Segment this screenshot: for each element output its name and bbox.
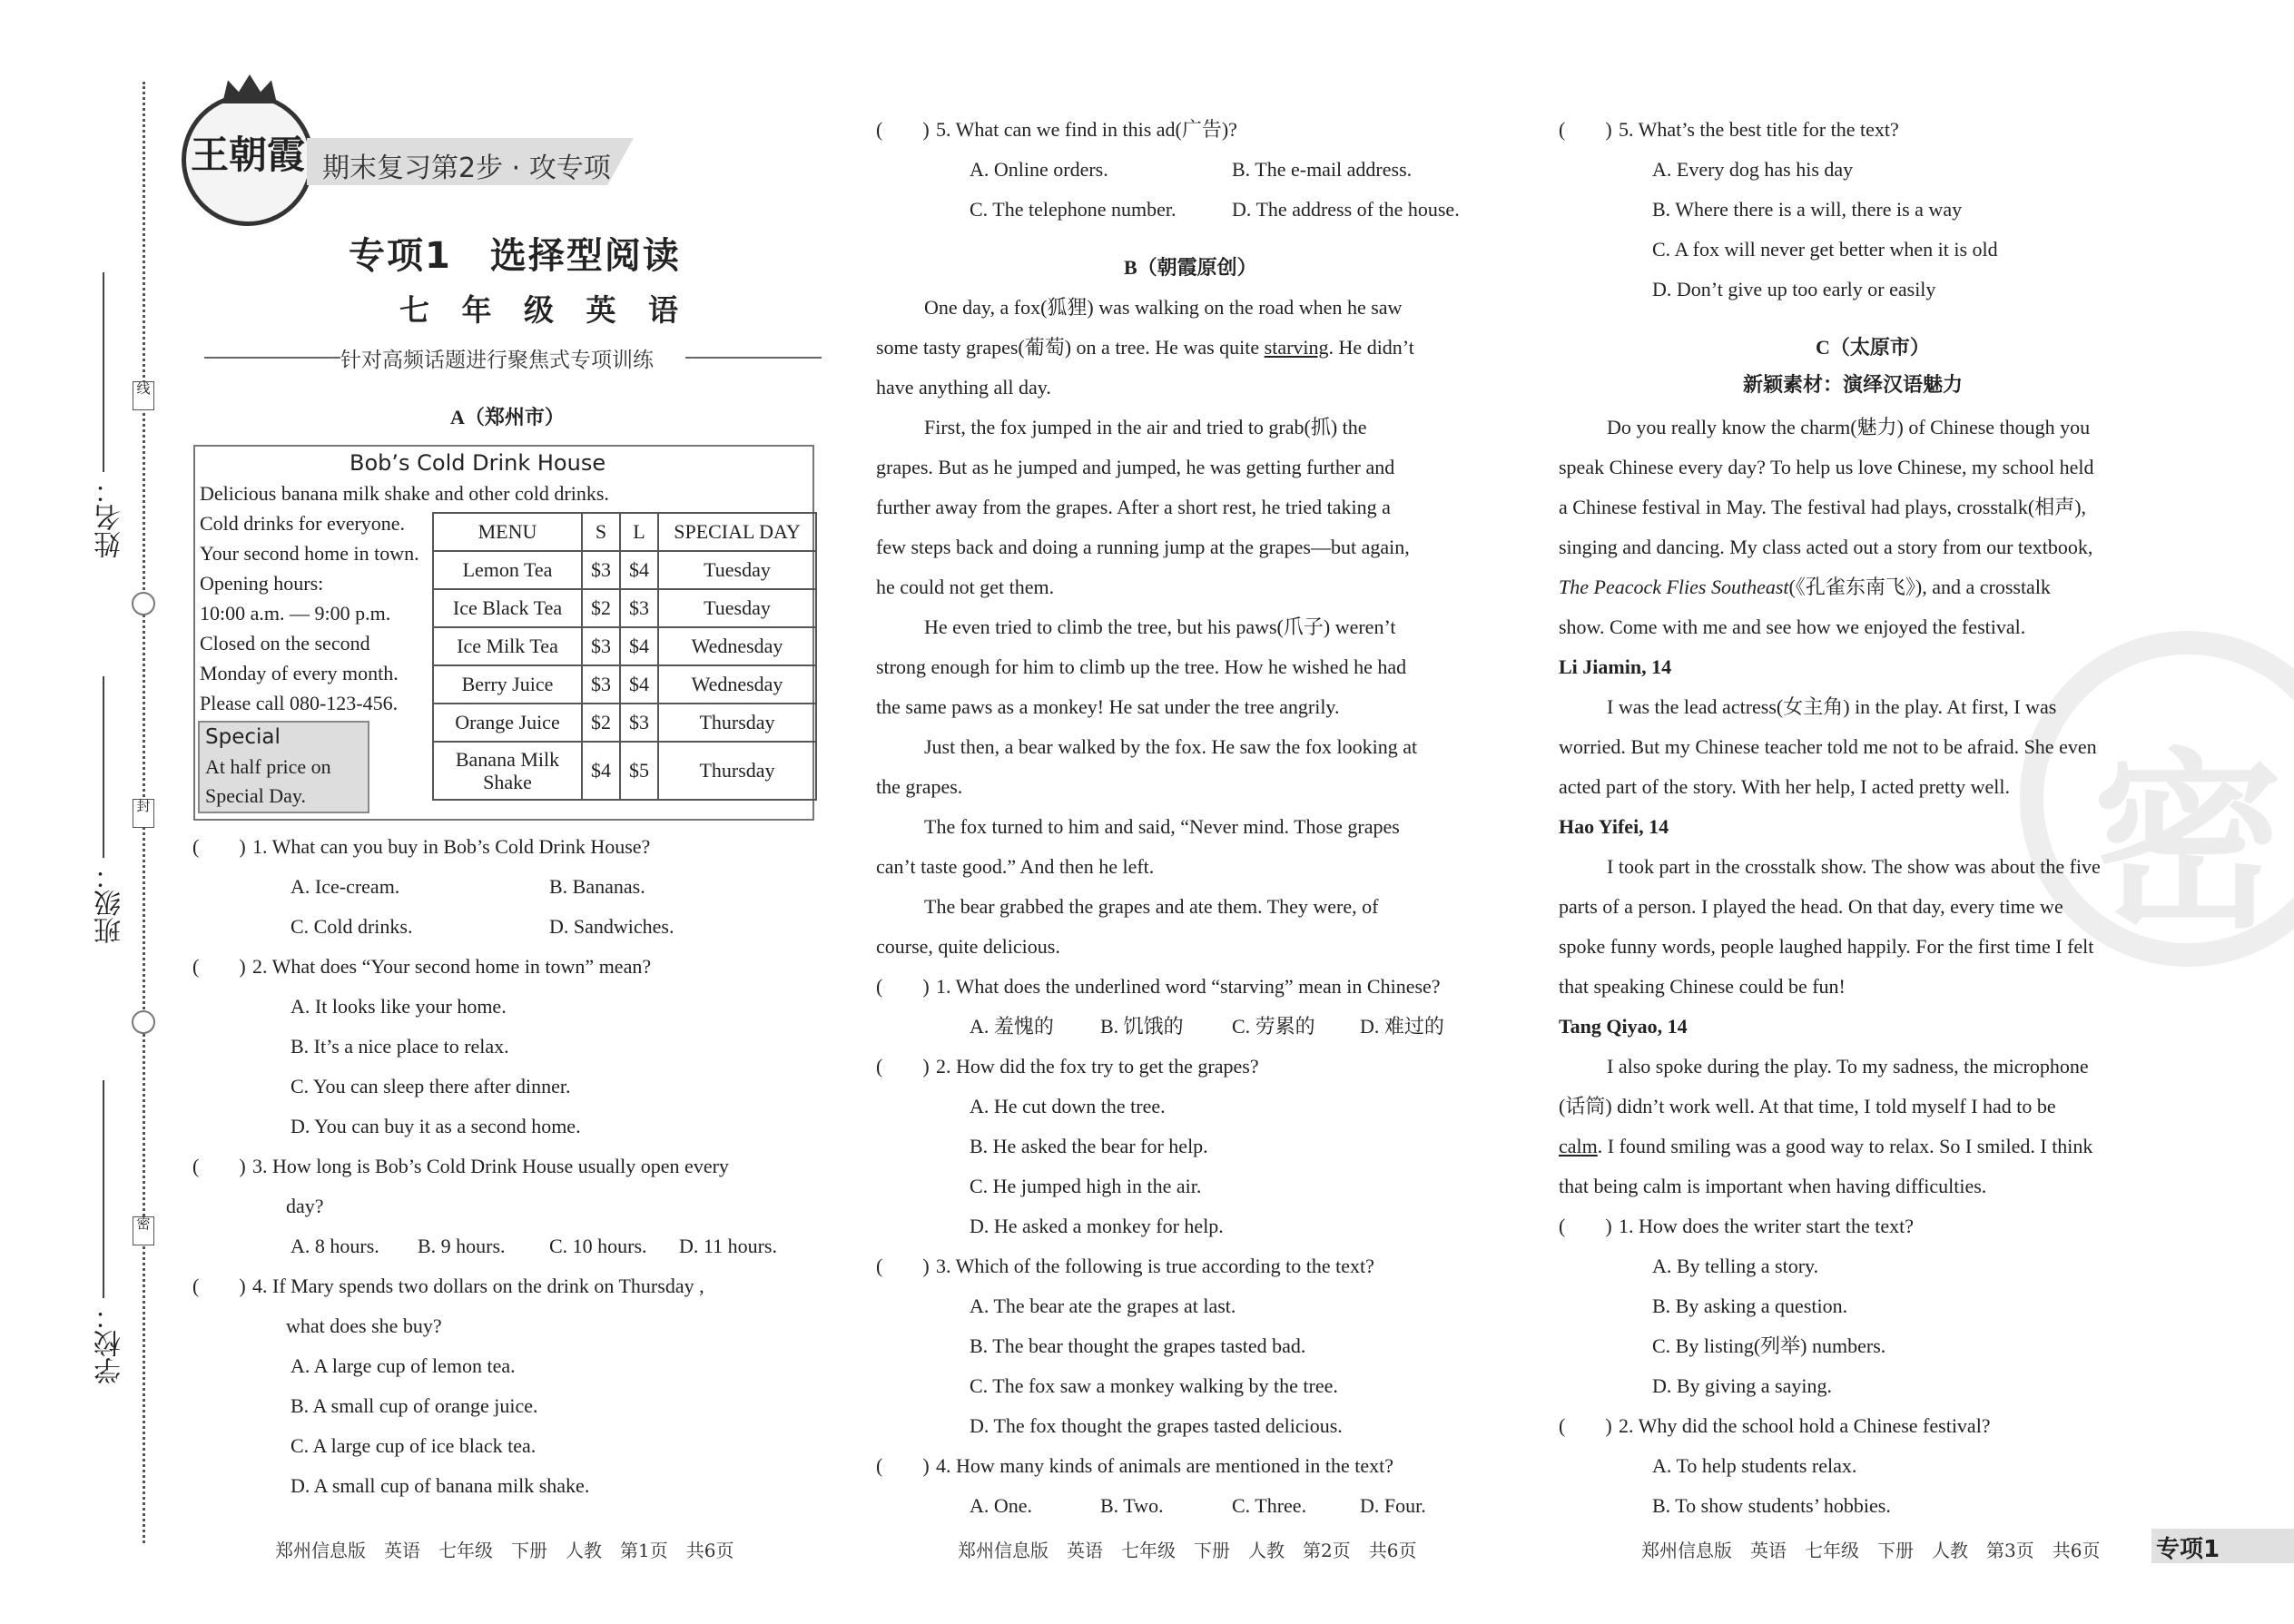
- option: A. One.: [970, 1494, 1033, 1517]
- answer-blank[interactable]: ( ): [192, 1275, 246, 1297]
- menu-cell: $4: [582, 742, 620, 800]
- menu-row: [433, 665, 816, 704]
- passage-line: spoke funny words, people laughed happily. For the first time I felt: [1559, 935, 2094, 958]
- option: A. Online orders.: [970, 158, 1108, 181]
- option: A. He cut down the tree.: [970, 1095, 1166, 1117]
- menu-cell: Berry Juice: [433, 665, 582, 704]
- option: C. Cold drinks.: [290, 915, 413, 938]
- answer-blank[interactable]: ( ): [1559, 1414, 1612, 1437]
- answer-blank[interactable]: ( ): [192, 955, 246, 978]
- brand-logo: [182, 94, 314, 226]
- option: A. By telling a story.: [1652, 1255, 1819, 1277]
- page-footer: 郑州信息版 英语 七年级 下册 人教 第2页 共6页: [958, 1540, 1417, 1561]
- passage-line: Do you really know the charm(魅力) of Chinese though you: [1607, 416, 2091, 438]
- ad-line: Opening hours:: [200, 572, 324, 595]
- answer-blank[interactable]: ( ): [876, 1255, 930, 1277]
- option: B. The e-mail address.: [1232, 158, 1413, 181]
- ad-line: Please call 080-123-456.: [200, 692, 399, 714]
- menu-cell: Ice Milk Tea: [433, 627, 582, 665]
- option: D. A small cup of banana milk shake.: [290, 1474, 590, 1497]
- answer-blank[interactable]: ( ): [876, 1454, 930, 1477]
- option: D. By giving a saying.: [1652, 1374, 1832, 1397]
- class-blank: [103, 676, 104, 858]
- passage-line: show. Come with me and see how we enjoyed the festival.: [1559, 615, 2026, 638]
- section-c-heading: C（太原市）: [1816, 336, 1930, 359]
- menu-cell: $4: [620, 551, 658, 589]
- seal-box-secret: 密: [133, 1216, 154, 1245]
- option: C. By listing(列举) numbers.: [1652, 1334, 1886, 1357]
- option: D. He asked a monkey for help.: [970, 1215, 1224, 1237]
- school-label: 学校：: [94, 1303, 126, 1384]
- menu-header: S: [582, 513, 620, 551]
- option: C. You can sleep there after dinner.: [290, 1075, 571, 1097]
- name-label: 姓名：: [94, 477, 126, 558]
- subject-title: 七 年 级 英 语: [399, 292, 689, 328]
- seal-box-line: 线: [133, 381, 154, 410]
- option: D. Sandwiches.: [549, 915, 674, 938]
- ad-line: 10:00 a.m. — 9:00 p.m.: [200, 602, 391, 625]
- binding-hole: [132, 1010, 155, 1034]
- passage-line: grapes. But as he jumped and jumped, he was getting further and: [876, 456, 1395, 478]
- passage-line: First, the fox jumped in the air and tried to grab(抓) the: [924, 416, 1367, 438]
- option: B. 9 hours.: [418, 1235, 506, 1257]
- answer-blank[interactable]: ( ): [192, 835, 246, 858]
- question: 5. What can we find in this ad(广告)?: [936, 118, 1237, 141]
- question: 1. What does the underlined word “starving” mean in Chinese?: [936, 975, 1441, 998]
- passage-text: . He didn’t: [1328, 336, 1414, 359]
- answer-blank[interactable]: ( ): [192, 1155, 246, 1177]
- book-title: The Peacock Flies Southeast: [1559, 576, 1789, 598]
- passage-line: strong enough for him to climb up the tree. How he wished he had: [876, 655, 1407, 678]
- special-line: At half price on: [205, 755, 331, 778]
- passage-line: can’t taste good.” And then he left.: [876, 855, 1155, 878]
- menu-cell: Thursday: [658, 704, 816, 742]
- menu-row: [433, 551, 816, 589]
- menu-cell: $2: [582, 589, 620, 627]
- class-label: 班级：: [94, 862, 126, 944]
- menu-cell: Banana Milk Shake: [433, 742, 582, 800]
- binding-hole: [132, 592, 155, 615]
- passage-line: few steps back and doing a running jump at the grapes—but again,: [876, 536, 1410, 558]
- option: C. 劳累的: [1232, 1015, 1315, 1038]
- passage-line: further away from the grapes. After a short rest, he tried taking a: [876, 496, 1391, 518]
- question: 1. How does the writer start the text?: [1619, 1215, 1915, 1237]
- passage-line: worried. But my Chinese teacher told me not to be afraid. She even: [1559, 735, 2097, 758]
- option: B. He asked the bear for help.: [970, 1135, 1208, 1157]
- menu-cell: Wednesday: [658, 627, 816, 665]
- menu-cell: Tuesday: [658, 589, 816, 627]
- passage-line: that speaking Chinese could be fun!: [1559, 975, 1846, 998]
- passage-line: The fox turned to him and said, “Never mind. Those grapes: [924, 815, 1400, 838]
- menu-cell: $4: [620, 665, 658, 704]
- menu-cell: $3: [620, 704, 658, 742]
- option: C. The fox saw a monkey walking by the tree.: [970, 1374, 1338, 1397]
- crown-icon: [222, 74, 277, 103]
- option: A. 8 hours.: [290, 1235, 379, 1257]
- name-blank: [103, 272, 104, 472]
- banner-text: 期末复习第2步 · 攻专项: [322, 153, 611, 184]
- passage-line: The bear grabbed the grapes and ate them. They were, of: [924, 895, 1379, 918]
- option: C. 10 hours.: [549, 1235, 647, 1257]
- option: C. A fox will never get better when it is old: [1652, 238, 1998, 261]
- special-title: Special: [205, 725, 281, 749]
- ad-line: Monday of every month.: [200, 662, 399, 684]
- passage-line: Just then, a bear walked by the fox. He saw the fox looking at: [924, 735, 1418, 758]
- option: A. 羞愧的: [970, 1015, 1054, 1038]
- passage-line: the grapes.: [876, 775, 963, 798]
- question-cont: day?: [286, 1195, 324, 1217]
- menu-cell: Wednesday: [658, 665, 816, 704]
- option: D. Don’t give up too early or easily: [1652, 278, 1936, 300]
- option: A. It looks like your home.: [290, 995, 507, 1018]
- question: 2. Why did the school hold a Chinese festival?: [1619, 1414, 1991, 1437]
- option: C. Three.: [1232, 1494, 1307, 1517]
- speaker-name: Li Jiamin, 14: [1559, 655, 1672, 678]
- watermark-glyph: 密: [2092, 732, 2284, 954]
- option: A. Ice-cream.: [290, 875, 400, 898]
- answer-blank[interactable]: ( ): [876, 975, 930, 998]
- material-heading: 新颖素材：演绎汉语魅力: [1743, 374, 1964, 397]
- ad-line: Your second home in town.: [200, 542, 419, 565]
- menu-row: [433, 589, 816, 627]
- option: B. Bananas.: [549, 875, 645, 898]
- question: 3. How long is Bob’s Cold Drink House usually open every: [252, 1155, 729, 1177]
- question: 1. What can you buy in Bob’s Cold Drink House?: [252, 835, 651, 858]
- passage-line: [876, 338, 1414, 358]
- passage-line: I also spoke during the play. To my sadness, the microphone: [1607, 1055, 2089, 1078]
- passage-line: acted part of the story. With her help, I acted pretty well.: [1559, 775, 2010, 798]
- ad-line: Cold drinks for everyone.: [200, 512, 406, 535]
- passage-line: the same paws as a monkey! He sat under the tree angrily.: [876, 695, 1340, 718]
- option: D. The fox thought the grapes tasted delicious.: [970, 1414, 1343, 1437]
- option: B. The bear thought the grapes tasted bad.: [970, 1334, 1306, 1357]
- option: A. A large cup of lemon tea.: [290, 1354, 516, 1377]
- page-title: 专项1 选择型阅读: [349, 235, 681, 277]
- option: B. 饥饿的: [1100, 1015, 1184, 1038]
- question: 4. How many kinds of animals are mentioned in the text?: [936, 1454, 1394, 1477]
- passage-text: some tasty grapes(葡萄) on a tree. He was quite: [876, 336, 1265, 359]
- passage-line: (话筒) didn’t work well. At that time, I told myself I had to be: [1559, 1095, 2056, 1117]
- answer-blank[interactable]: ( ): [876, 118, 930, 141]
- special-line: Special Day.: [205, 784, 306, 807]
- passage-line: he could not get them.: [876, 576, 1055, 598]
- passage-line: course, quite delicious.: [876, 935, 1060, 958]
- option: C. He jumped high in the air.: [970, 1175, 1202, 1197]
- page-footer: 郑州信息版 英语 七年级 下册 人教 第3页 共6页: [1641, 1540, 2101, 1561]
- passage-line: I was the lead actress(女主角) in the play. At first, I was: [1607, 695, 2057, 718]
- question-cont: what does she buy?: [286, 1314, 442, 1337]
- passage-line: [1559, 577, 2051, 597]
- question: 5. What’s the best title for the text?: [1619, 118, 1899, 141]
- menu-row: [433, 627, 816, 665]
- menu-cell: $3: [582, 551, 620, 589]
- menu-cell: $2: [582, 704, 620, 742]
- answer-blank[interactable]: ( ): [876, 1055, 930, 1078]
- underlined-word: starving: [1264, 336, 1329, 359]
- topic-tab-label: 专项1: [2156, 1536, 2220, 1563]
- passage-line: I took part in the crosstalk show. The show was about the five: [1607, 855, 2101, 878]
- option: C. A large cup of ice black tea.: [290, 1434, 537, 1457]
- menu-cell: $3: [620, 589, 658, 627]
- passage-line: parts of a person. I played the head. On that day, every time we: [1559, 895, 2063, 918]
- menu-cell: Thursday: [658, 742, 816, 800]
- question: 2. What does “Your second home in town” mean?: [252, 955, 652, 978]
- option: D. 难过的: [1360, 1015, 1444, 1038]
- passage-line: speak Chinese every day? To help us love Chinese, my school held: [1559, 456, 2094, 478]
- menu-cell: Lemon Tea: [433, 551, 582, 589]
- ad-intro: Delicious banana milk shake and other cold drinks.: [200, 482, 609, 505]
- seal-box-seal: 封: [133, 799, 154, 828]
- subtitle-rule-right: [685, 357, 822, 359]
- menu-row: [433, 704, 816, 742]
- passage-line: singing and dancing. My class acted out a story from our textbook,: [1559, 536, 2093, 558]
- underlined-word: calm: [1559, 1135, 1598, 1157]
- option: B. A small cup of orange juice.: [290, 1394, 538, 1417]
- school-blank: [103, 1080, 104, 1298]
- section-b-heading: B（朝霞原创）: [1124, 256, 1257, 279]
- section-a-heading: A（郑州市）: [450, 406, 565, 428]
- menu-header: MENU: [433, 513, 582, 551]
- menu-header: L: [620, 513, 658, 551]
- option: A. To help students relax.: [1652, 1454, 1857, 1477]
- passage-line: One day, a fox(狐狸) was walking on the road when he saw: [924, 296, 1403, 319]
- menu-cell: Tuesday: [658, 551, 816, 589]
- option: A. The bear ate the grapes at last.: [970, 1294, 1236, 1317]
- passage-text: . I found smiling was a good way to relax. So I smiled. I think: [1597, 1135, 2093, 1157]
- subtitle: 针对高频话题进行聚焦式专项训练: [340, 349, 654, 372]
- option: B. Where there is a will, there is a way: [1652, 198, 1963, 221]
- option: B. By asking a question.: [1652, 1294, 1848, 1317]
- page-footer: 郑州信息版 英语 七年级 下册 人教 第1页 共6页: [275, 1540, 734, 1561]
- logo-text: 王朝霞: [190, 133, 305, 177]
- menu-cell: $3: [582, 665, 620, 704]
- answer-blank[interactable]: ( ): [1559, 1215, 1612, 1237]
- passage-line: [1559, 1137, 2092, 1156]
- question: 4. If Mary spends two dollars on the drink on Thursday ,: [252, 1275, 704, 1297]
- option: B. It’s a nice place to relax.: [290, 1035, 509, 1058]
- option: B. Two.: [1100, 1494, 1164, 1517]
- answer-blank[interactable]: ( ): [1559, 118, 1612, 141]
- option: A. Every dog has his day: [1652, 158, 1854, 181]
- ad-title: Bob’s Cold Drink House: [350, 450, 606, 476]
- menu-cell: $5: [620, 742, 658, 800]
- option: D. Four.: [1360, 1494, 1426, 1517]
- speaker-name: Hao Yifei, 14: [1559, 815, 1669, 838]
- question: 2. How did the fox try to get the grapes?: [936, 1055, 1259, 1078]
- menu-header: SPECIAL DAY: [658, 513, 816, 551]
- menu-cell: Orange Juice: [433, 704, 582, 742]
- ad-line: Closed on the second: [200, 632, 370, 655]
- menu-header-row: [433, 513, 816, 551]
- passage-line: a Chinese festival in May. The festival had plays, crosstalk(相声),: [1559, 496, 2087, 518]
- passage-line: have anything all day.: [876, 376, 1051, 399]
- menu-cell: $4: [620, 627, 658, 665]
- menu-cell: Ice Black Tea: [433, 589, 582, 627]
- passage-line: that being calm is important when having difficulties.: [1559, 1175, 1987, 1197]
- option: C. The telephone number.: [970, 198, 1177, 221]
- passage-line: He even tried to climb the tree, but his paws(爪子) weren’t: [924, 615, 1396, 638]
- passage-text: (《孔雀东南飞》), and a crosstalk: [1788, 576, 2051, 598]
- option: D. You can buy it as a second home.: [290, 1115, 581, 1137]
- option: D. The address of the house.: [1232, 198, 1460, 221]
- option: B. To show students’ hobbies.: [1652, 1494, 1891, 1517]
- question: 3. Which of the following is true according to the text?: [936, 1255, 1374, 1277]
- subtitle-rule-left: [204, 357, 340, 359]
- menu-row: [433, 742, 816, 800]
- menu-table: [432, 512, 817, 801]
- speaker-name: Tang Qiyao, 14: [1559, 1015, 1688, 1038]
- option: D. 11 hours.: [679, 1235, 777, 1257]
- menu-cell: $3: [582, 627, 620, 665]
